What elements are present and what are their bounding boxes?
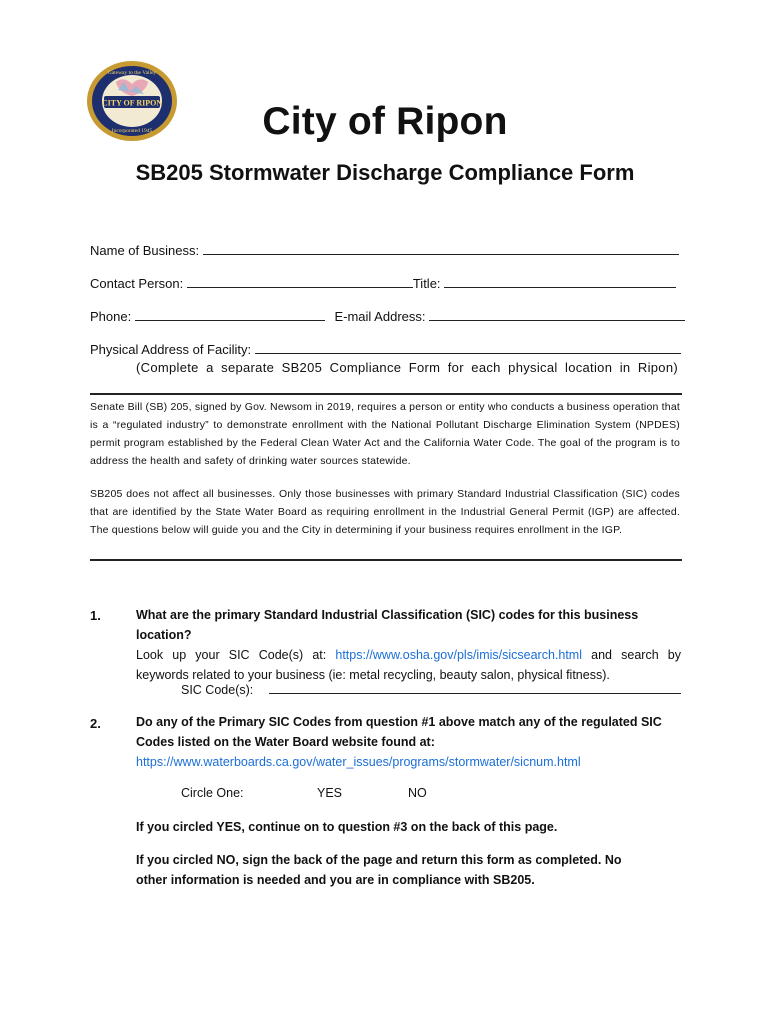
divider-top xyxy=(90,393,682,395)
if-no-instruction: If you circled NO, sign the back of the page and return this form as completed. No other information is needed and you are in compliance with SB205. xyxy=(136,853,622,887)
title-label: Title: xyxy=(412,276,441,291)
title-field[interactable] xyxy=(444,275,676,288)
email-field[interactable] xyxy=(429,308,685,321)
seal-top-text: Gateway to the Valley xyxy=(107,70,157,76)
question-1-number: 1. xyxy=(90,608,101,623)
business-name-row xyxy=(90,242,679,258)
contact-person-field[interactable] xyxy=(187,275,413,288)
seal-center-text: CITY OF RIPON xyxy=(101,98,163,108)
divider-bottom xyxy=(90,559,682,561)
question-1-heading: What are the primary Standard Industrial Classification (SIC) codes for this business location? xyxy=(136,608,639,642)
page-title: City of Ripon xyxy=(262,100,508,143)
business-name-field[interactable] xyxy=(203,242,679,255)
sic-code-row xyxy=(181,681,681,697)
question-1-instructions xyxy=(136,645,681,685)
phone-email-row xyxy=(90,308,685,324)
question-1-lookup-suffix: and search by keywords related to your business (ie: metal recycling, beauty salon, physical fitness). xyxy=(136,648,681,682)
address-row xyxy=(90,341,681,357)
sic-code-label: SIC Code(s): xyxy=(181,683,254,697)
phone-label: Phone: xyxy=(90,309,132,324)
contact-row xyxy=(90,275,676,291)
address-field[interactable] xyxy=(255,341,681,354)
circle-one-label: Circle One: xyxy=(181,786,244,800)
sic-code-field[interactable] xyxy=(269,681,681,694)
intro-paragraph-2: SB205 does not affect all businesses. Only those businesses with primary Standard Industrial Classification (SIC) codes that are identified by the State Water Board as requiring enrollment in the Industrial General Permit (IGP) are affected. The questions below will guide you and the City in determining if your business requires enrollment in the IGP. xyxy=(90,488,680,536)
no-option[interactable]: NO xyxy=(408,786,427,800)
contact-person-label: Contact Person: xyxy=(90,276,184,291)
address-label: Physical Address of Facility: xyxy=(90,342,252,357)
business-name-label: Name of Business: xyxy=(90,243,200,258)
waterboard-sic-link[interactable]: https://www.waterboards.ca.gov/water_issues/programs/stormwater/sicnum.html xyxy=(136,755,581,769)
email-label: E-mail Address: xyxy=(334,309,426,324)
question-1 xyxy=(136,605,681,685)
if-yes-instruction: If you circled YES, continue on to question #3 on the back of this page. xyxy=(136,820,558,834)
question-2-heading: Do any of the Primary SIC Codes from question #1 above match any of the regulated SIC Codes listed on the Water Board website found at: xyxy=(136,715,662,749)
address-note: (Complete a separate SB205 Compliance Form for each physical location in Ripon) xyxy=(136,360,678,375)
question-1-lookup-prefix: Look up your SIC Code(s) at: xyxy=(136,648,336,662)
question-2-number: 2. xyxy=(90,716,101,731)
question-2 xyxy=(136,712,681,772)
form-subtitle: SB205 Stormwater Discharge Compliance Form xyxy=(135,160,635,185)
osha-sic-link[interactable]: https://www.osha.gov/pls/imis/sicsearch.html xyxy=(335,648,582,662)
yes-option[interactable]: YES xyxy=(317,786,343,800)
seal-bottom-text: Incorporated 1945 xyxy=(111,128,153,134)
intro-paragraph-1: Senate Bill (SB) 205, signed by Gov. Newsom in 2019, requires a person or entity who conducts a business operation that is a “regulated industry” to demonstrate enrollment with the National Pollutant Discharge Elimination System (NPDES) permit program established by the Federal Clean Water Act and the California Water Code. The goal of the program is to address the health and safety of drinking water sources statewide. xyxy=(90,401,680,467)
phone-field[interactable] xyxy=(135,308,325,321)
